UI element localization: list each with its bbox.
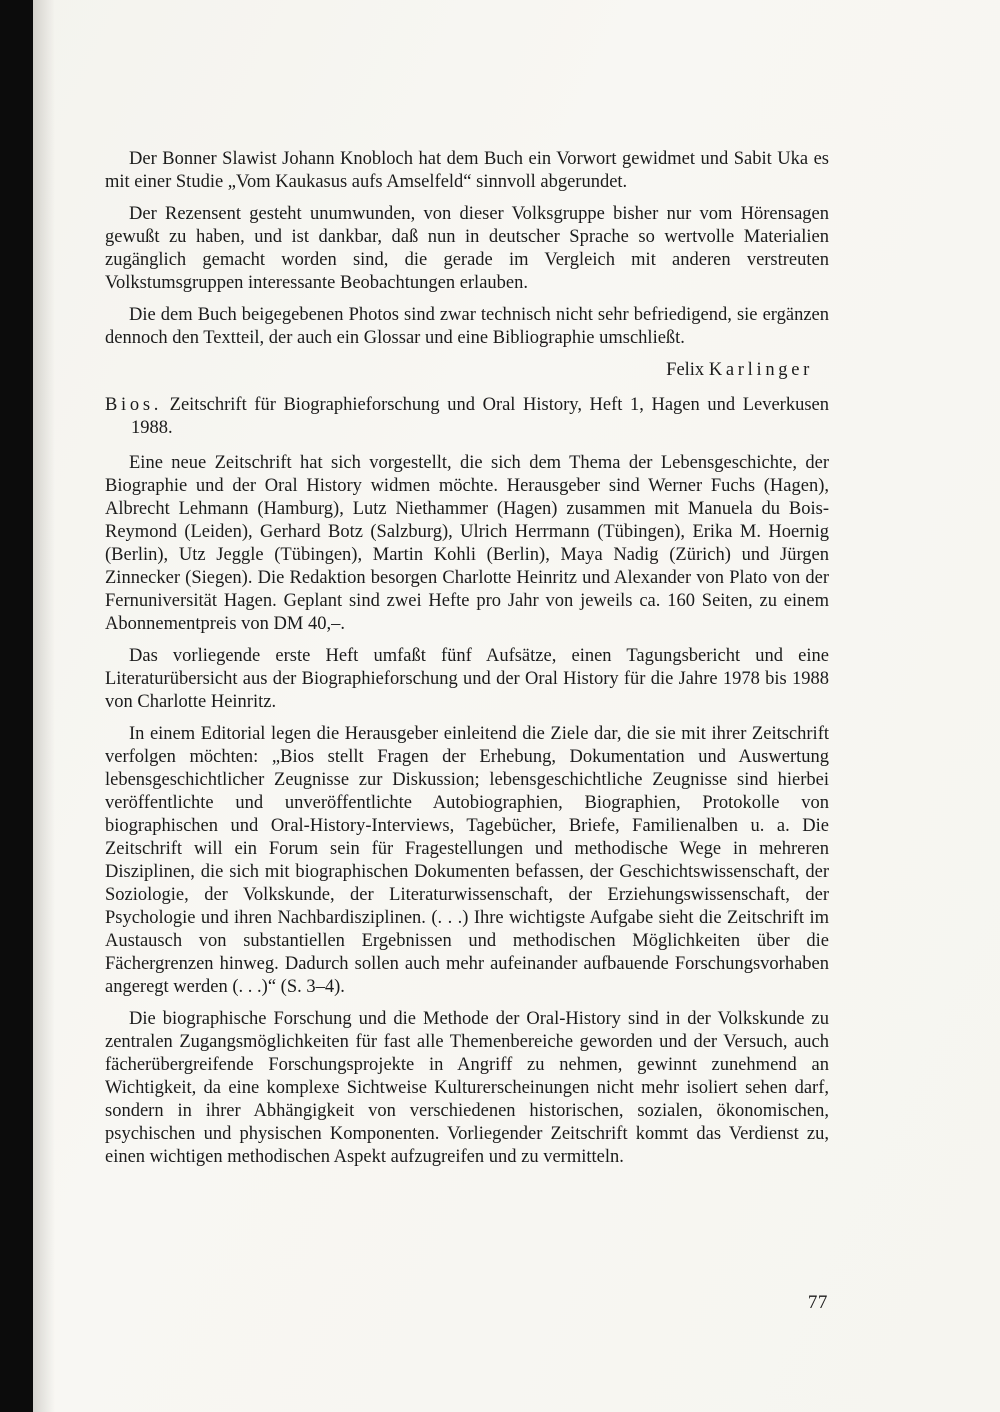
- journal-reference: [105, 394, 829, 440]
- page-content: [105, 148, 829, 1178]
- reviewer-last-name: Karlinger: [708, 360, 813, 380]
- journal-reference-details: Zeitschrift für Biographieforschung und Oral History, Heft 1, Hagen und Leverkusen 1988.: [131, 395, 829, 438]
- paragraph-review-body-2: Das vorliegende erste Heft umfaßt fünf Aufsätze, einen Tagungsbericht und eine Literaturübersicht aus der Biographieforschung und der Oral History für die Jahre 1978 bis 1988 von Charlotte Heinritz.: [105, 646, 829, 712]
- paragraph-review-body-3: In einem Editorial legen die Herausgeber einleitend die Ziele dar, die sie mit ihrer Zeitschrift verfolgen möchten: „Bios stellt Fragen der Erhebung, Dokumentation und Auswertung lebensgeschichtlicher Zeugnisse zur Diskussion; lebensgeschichtliche Zeugnisse sind hierbei veröffentlichte und unveröffentlichte Autobiographien, Biographien, Protokolle von biographischen und Oral-History-Interviews, Tagebücher, Briefe, Familienalben u. a. Die Zeitschrift will ein Forum sein für Fragestellungen und methodische Wege in mehreren Disziplinen, die sich mit biographischen Dokumenten befassen, der Geschichtswissenschaft, der Soziologie, der Volkskunde, der Literaturwissenschaft, der Erziehungswissenschaft, der Psychologie und ihren Nachbardisziplinen. (. . .) Ihre wichtigste Aufgabe sieht die Zeitschrift im Austausch von substantiellen Ergebnissen und methodischen Möglichkeiten über die Fächergrenzen hinweg. Dadurch sollen auch mehr aufeinander aufbauende Forschungsvorhaben angeregt werden (. . .)“ (S. 3–4).: [105, 724, 829, 997]
- reviewer-signature: [105, 359, 829, 382]
- scan-gutter-shadow: [0, 0, 33, 1412]
- page-number: 77: [807, 1292, 828, 1313]
- paragraph-review-body-4: Die biographische Forschung und die Methode der Oral-History sind in der Volkskunde zu zentralen Zugangsmöglichkeiten für fast alle Themenbereiche geworden und der Versuch, auch fächerübergreifende Forschungsprojekte in Angriff zu nehmen, gewinnt zunehmend an Wichtigkeit, da eine komplexe Sichtweise Kulturerscheinungen nicht mehr isoliert sehen darf, sondern in ihrer Abhängigkeit von verschiedenen historischen, sozialen, ökonomischen, psychischen und physischen Komponenten. Vorliegender Zeitschrift kommt das Verdienst zu, einen wichtigen methodischen Aspekt aufzugreifen und zu vermitteln.: [105, 1009, 829, 1167]
- paragraph-review-conclusion-3: Die dem Buch beigegebenen Photos sind zwar technisch nicht sehr befriedigend, sie ergänzen dennoch den Textteil, der auch ein Glossar und eine Bibliographie umschließt.: [105, 305, 829, 348]
- journal-title: Bios.: [105, 395, 163, 415]
- reviewer-first-name: Felix: [666, 360, 705, 380]
- paragraph-review-conclusion-1: Der Bonner Slawist Johann Knobloch hat dem Buch ein Vorwort gewidmet und Sabit Uka es mit einer Studie „Vom Kaukasus aufs Amselfeld“ sinnvoll abgerundet.: [105, 149, 829, 192]
- paragraph-review-conclusion-2: Der Rezensent gesteht unumwunden, von dieser Volksgruppe bisher nur vom Hörensagen gewußt zu haben, und ist dankbar, daß nun in deutscher Sprache so wertvolle Materialien zugänglich gemacht worden sind, die gerade im Vergleich mit anderen verstreuten Volkstumsgruppen interessante Beobachtungen erlauben.: [105, 204, 829, 293]
- paragraph-review-body-1: Eine neue Zeitschrift hat sich vorgestellt, die sich dem Thema der Lebensgeschichte, der Biographie und der Oral History widmen möchte. Herausgeber sind Werner Fuchs (Hagen), Albrecht Lehmann (Hamburg), Lutz Niethammer (Hagen) zusammen mit Manuela du Bois-Reymond (Leiden), Gerhard Botz (Salzburg), Ulrich Herrmann (Tübingen), Erika M. Hoernig (Berlin), Utz Jeggle (Tübingen), Martin Kohli (Berlin), Maya Nadig (Zürich) und Jürgen Zinnecker (Siegen). Die Redaktion besorgen Charlotte Heinritz und Alexander von Plato von der Fernuniversität Hagen. Geplant sind zwei Hefte pro Jahr von jeweils ca. 160 Seiten, zu einem Abonnementpreis von DM 40,–.: [105, 453, 829, 634]
